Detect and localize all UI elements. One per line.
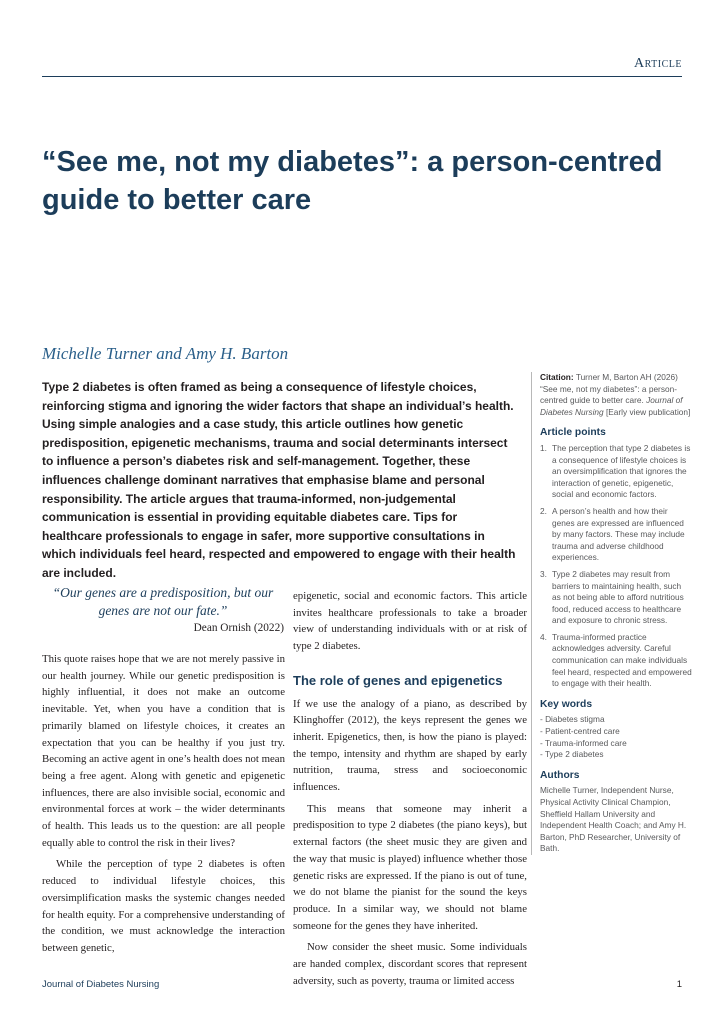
body-paragraph: This means that someone may inherit a predisposition to type 2 diabetes (the piano keys), but external factors (the sheet music they are given and the way that music is played) influence whether those genetic risks are expressed. If the piano is out of tune, we do not blame the pianist for the sound the keys produce. In a similar way, we should not blame someone for the genes they have inherited. bbox=[293, 802, 527, 932]
citation-label: Citation: bbox=[540, 372, 574, 382]
article-points-list bbox=[540, 443, 692, 690]
point-text: A person’s health and how their genes are expressed are influenced by many factors. These may include trauma and adverse childhood experiences. bbox=[552, 505, 685, 563]
article-point bbox=[540, 443, 692, 501]
citation-text: Turner M, Barton AH (2026) “See me, not my diabetes”: a person-centred guide to better care. bbox=[540, 372, 678, 406]
citation bbox=[540, 372, 692, 418]
article-sidebar bbox=[531, 372, 692, 855]
point-number: 3. bbox=[540, 568, 547, 579]
authors-affiliations: Michelle Turner, Independent Nurse, Physical Activity Clinical Champion, Sheffield Hallam University and Independent Health Coach; and Amy H. Barton, PhD Researcher, University of Bath. bbox=[540, 785, 687, 854]
article-point bbox=[540, 506, 692, 564]
keyword: - Type 2 diabetes bbox=[540, 749, 604, 760]
body-paragraph: Now consider the sheet music. Some individuals are handed complex, discordant scores that represent adversity, such as poverty, trauma or limited access bbox=[293, 941, 527, 987]
keywords-heading: Key words bbox=[540, 698, 593, 710]
citation-status: [Early view publication] bbox=[605, 406, 691, 417]
article-authors: Michelle Turner and Amy H. Barton bbox=[42, 344, 289, 363]
point-number: 2. bbox=[540, 505, 547, 516]
article-title: “See me, not my diabetes”: a person-centred guide to better care bbox=[42, 146, 663, 216]
point-number: 1. bbox=[540, 442, 547, 453]
point-text: Type 2 diabetes may result from barriers to maintaining health, such as not being able to afford nutritious food, reduced access to healthcare and exposure to chronic stress. bbox=[552, 568, 684, 626]
body-column-right bbox=[293, 588, 527, 989]
keywords-list bbox=[540, 714, 692, 760]
article-point bbox=[540, 632, 692, 690]
keyword: - Diabetes stigma bbox=[540, 714, 605, 725]
body-paragraph: While the perception of type 2 diabetes is often reduced to individual lifestyle choices, this oversimplification masks the systemic changes needed for health equity. For a comprehensive understanding of the condition, we must acknowledge the interaction between genetic, bbox=[42, 858, 285, 954]
article-points-heading: Article points bbox=[540, 427, 606, 439]
point-text: Trauma-informed practice acknowledges adversity. Careful communication can make individuals feel heard, respected and empowered to engage with their health. bbox=[552, 631, 692, 689]
section-label: Article bbox=[633, 56, 682, 71]
body-paragraph: This quote raises hope that we are not merely passive in our health journey. While our genetic predisposition is highly influential, it does not make an outcome inevitable. Yet, when you have a condition that is primarily blamed on lifestyle choices, it creates an expectation that you can be healthy if you just try. Becoming an active agent in one’s health does not mean being a free agent. Along with genetic and epigenetic influences, there are also invisible social, economic and environmental forces at work – the wider determinants of health. This leads us to the question: are all people equally able to control the risk in their lives? bbox=[42, 653, 285, 849]
pull-quote bbox=[42, 584, 284, 634]
quote-attribution: Dean Ornish (2022) bbox=[193, 622, 284, 634]
body-paragraph: If we use the analogy of a piano, as described by Klinghoffer (2012), the keys represent the genes we inherit. Epigenetics, then, is how the piano is played: the tempo, intensity and rhythm are shaped by early nutrition, trauma, stress and socioeconomic influences. bbox=[293, 697, 527, 794]
point-text: The perception that type 2 diabetes is a consequence of lifestyle choices is an oversimplification that ignores the interaction of genetic, epigenetic, social and economic factors. bbox=[552, 442, 691, 500]
body-paragraph: epigenetic, social and economic factors. This article invites healthcare professionals to take a broader view of understanding individuals with or at risk of type 2 diabetes. bbox=[293, 590, 527, 653]
page-number: 1 bbox=[676, 979, 682, 990]
citation-journal: Journal of Diabetes Nursing bbox=[540, 395, 683, 417]
keyword: - Patient-centred care bbox=[540, 726, 620, 737]
footer-journal-name: Journal of Diabetes Nursing bbox=[42, 979, 160, 990]
quote-text: “Our genes are a predisposition, but our genes are not our fate.” bbox=[52, 585, 274, 618]
article-abstract: Type 2 diabetes is often framed as being a consequence of lifestyle choices, reinforcing stigma and ignoring the wider factors that shape an individual’s health. Using simple analogies and a case study, this article outlines how genetic predisposition, epigenetic mechanisms, trauma and social determinants intersect to influence a person’s diabetes risk and self-management. Together, these influences challenge dominant narratives that emphasise blame and personal responsibility. The article argues that trauma-informed, non-judgemental communication is essential in providing equitable diabetes care. Tips for healthcare professionals to engage in safer, more supportive consultations in which individuals feel heard, respected and empowered to engage with their health are included. bbox=[42, 380, 516, 580]
keyword: - Trauma-informed care bbox=[540, 737, 627, 748]
authors-heading: Authors bbox=[540, 769, 580, 781]
body-column-left bbox=[42, 651, 285, 957]
header-divider bbox=[42, 76, 682, 77]
article-point bbox=[540, 569, 692, 627]
point-number: 4. bbox=[540, 631, 547, 642]
section-heading: The role of genes and epigenetics bbox=[293, 672, 503, 688]
